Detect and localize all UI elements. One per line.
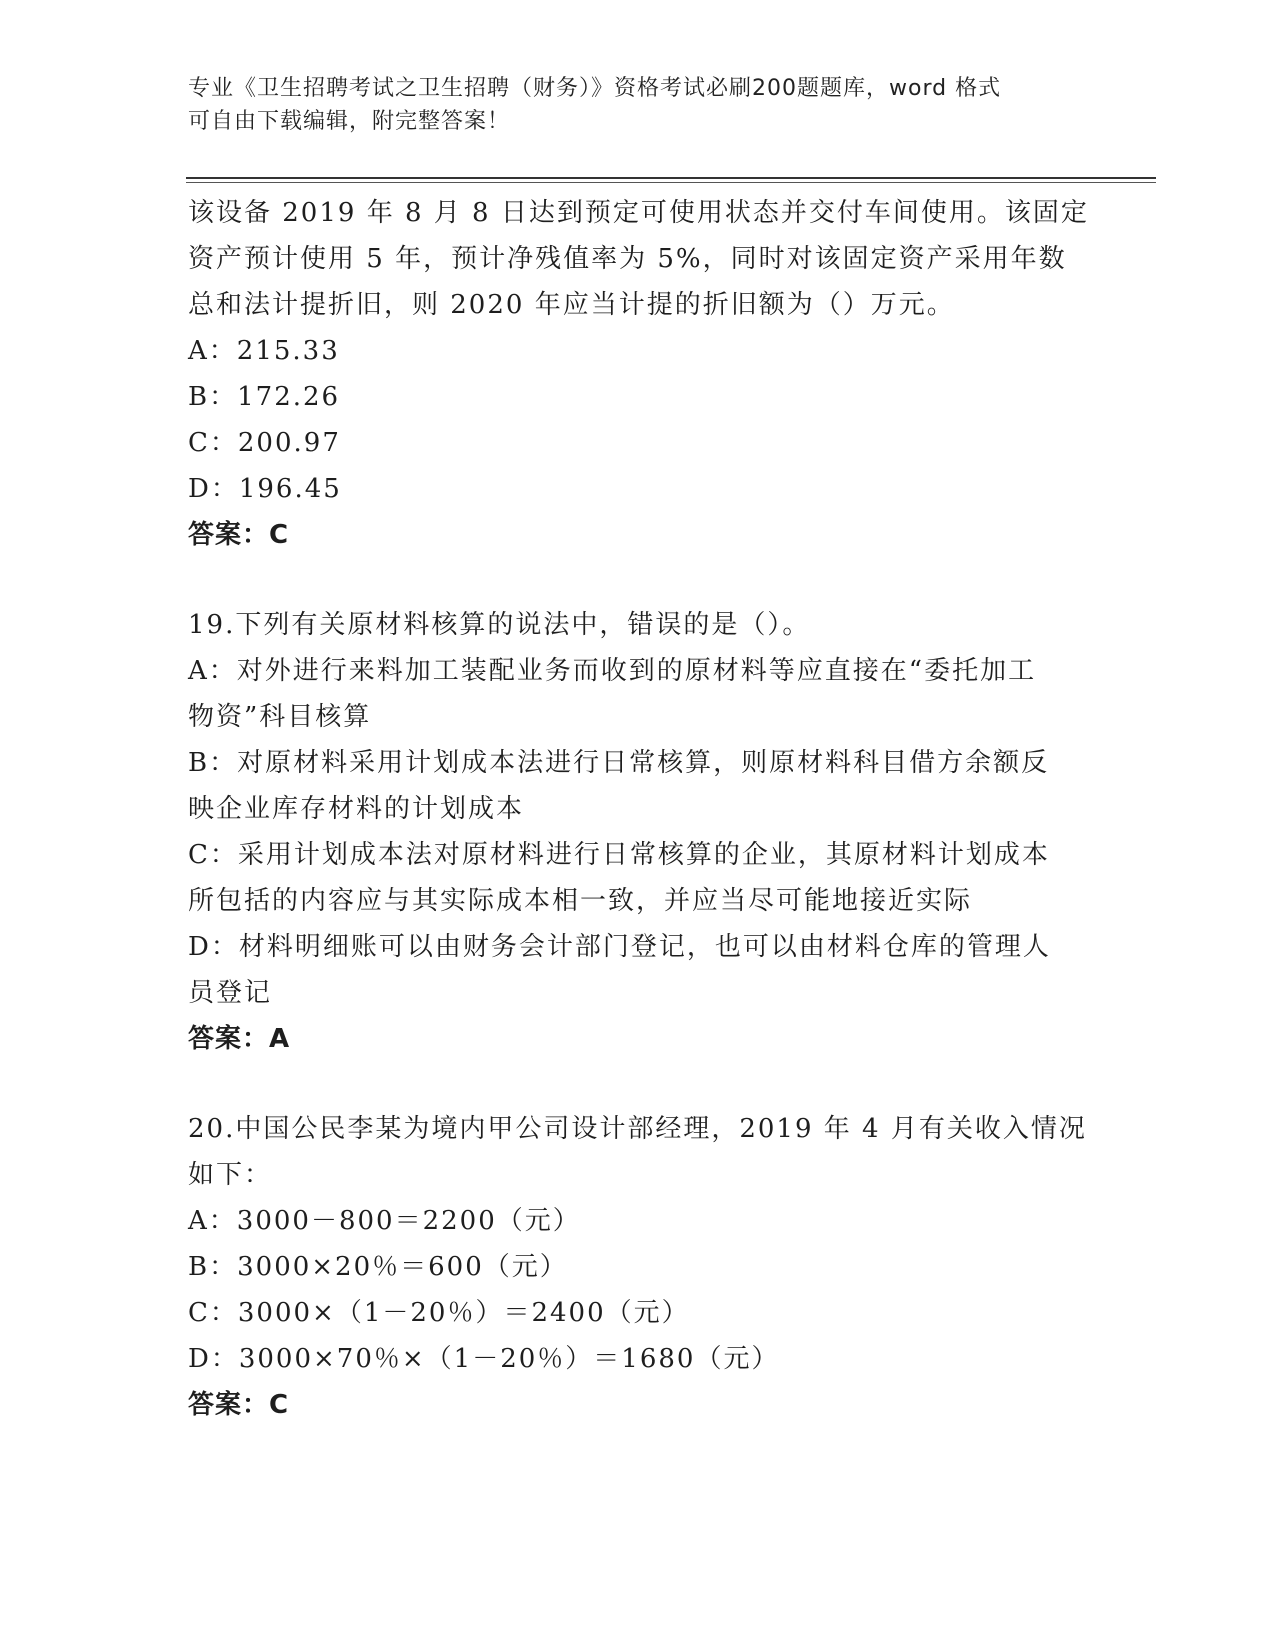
header-divider-thick xyxy=(186,177,1156,179)
question-18 xyxy=(188,190,1088,558)
option-b: B：172.26 xyxy=(188,382,341,412)
question-spacer xyxy=(188,558,1088,602)
option-a-continued: 物资”科目核算 xyxy=(188,702,372,732)
question-20 xyxy=(188,1106,1088,1428)
question-stem-line: 20.中国公民李某为境内甲公司设计部经理，2019 年 4 月有关收入情况 xyxy=(188,1114,1087,1144)
option-a: A：215.33 xyxy=(188,336,340,366)
option-d: D：3000×70％×（1－20％）＝1680（元） xyxy=(188,1344,780,1374)
answer-label: 答案：C xyxy=(188,520,290,550)
option-d: D：196.45 xyxy=(188,474,342,504)
answer-label: 答案：A xyxy=(188,1024,291,1054)
header-line-1: 专业《卫生招聘考试之卫生招聘（财务）》资格考试必刷200题题库，word 格式 xyxy=(188,76,1002,101)
option-d: D：材料明细账可以由财务会计部门登记，也可以由材料仓库的管理人 xyxy=(188,932,1051,962)
option-c: C：200.97 xyxy=(188,428,341,458)
question-stem-line: 如下： xyxy=(188,1160,273,1190)
question-19 xyxy=(188,602,1088,1062)
answer-label: 答案：C xyxy=(188,1390,290,1420)
question-stem-line: 资产预计使用 5 年，预计净残值率为 5%，同时对该固定资产采用年数 xyxy=(188,244,1067,274)
document-body xyxy=(188,190,1088,1428)
option-a: A：3000－800＝2200（元） xyxy=(188,1206,581,1236)
option-c: C：3000×（1－20％）＝2400（元） xyxy=(188,1298,690,1328)
option-a: A：对外进行来料加工装配业务而收到的原材料等应直接在“委托加工 xyxy=(188,656,1037,686)
document-header xyxy=(188,72,1088,138)
header-line-2: 可自由下载编辑，附完整答案！ xyxy=(188,109,511,134)
question-stem-line: 总和法计提折旧，则 2020 年应当计提的折旧额为（）万元。 xyxy=(188,290,955,320)
option-c: C：采用计划成本法对原材料进行日常核算的企业，其原材料计划成本 xyxy=(188,840,1050,870)
option-d-continued: 员登记 xyxy=(188,978,273,1008)
option-b-continued: 映企业库存材料的计划成本 xyxy=(188,794,525,824)
header-divider-thin xyxy=(186,182,1156,183)
option-b: B：3000×20％＝600（元） xyxy=(188,1252,568,1282)
question-stem-line: 19.下列有关原材料核算的说法中，错误的是（）。 xyxy=(188,610,811,640)
option-c-continued: 所包括的内容应与其实际成本相一致，并应当尽可能地接近实际 xyxy=(188,886,973,916)
option-b: B：对原材料采用计划成本法进行日常核算，则原材料科目借方余额反 xyxy=(188,748,1050,778)
question-stem-line: 该设备 2019 年 8 月 8 日达到预定可使用状态并交付车间使用。该固定 xyxy=(188,198,1089,228)
question-spacer xyxy=(188,1062,1088,1106)
